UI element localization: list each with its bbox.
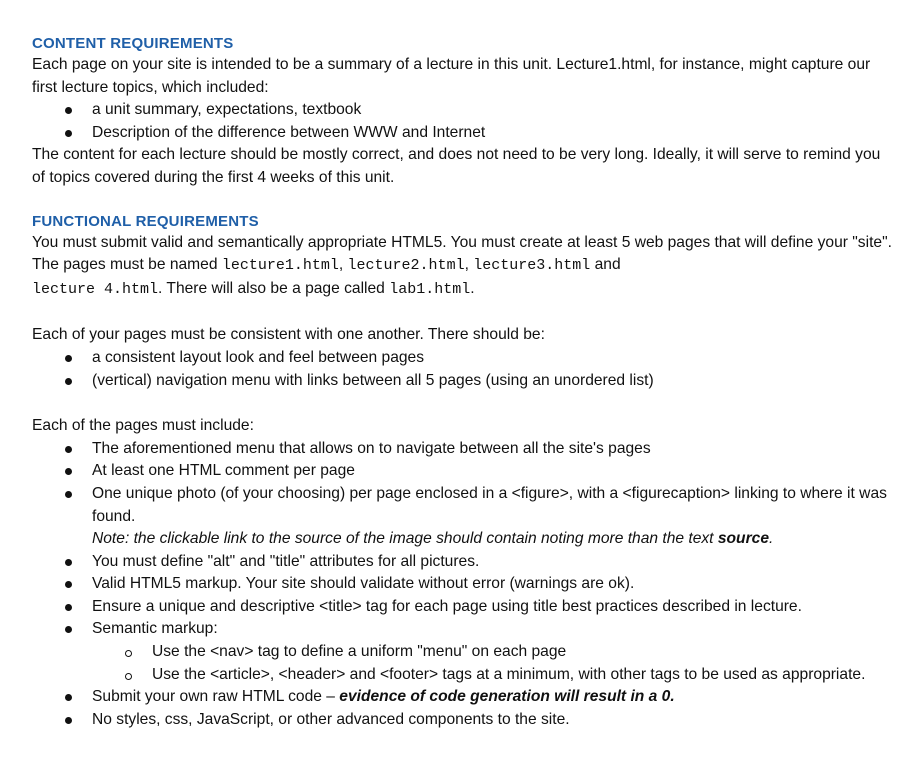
content-requirements-heading: CONTENT REQUIREMENTS xyxy=(32,35,234,52)
list-item: You must define "alt" and "title" attributes for all pictures. xyxy=(32,551,897,574)
content-paragraph-1: Each page on your site is intended to be a summary of a lecture in this unit. Lecture1.html, for instance, might capture our first lecture topics, which included: xyxy=(32,56,871,96)
filename: lecture2.html xyxy=(347,257,465,275)
list-item: One unique photo (of your choosing) per page enclosed in a <figure>, with a <figurecaption> linking to where it was found. xyxy=(32,483,897,528)
filename: lecture3.html xyxy=(473,257,591,275)
filename: lab1.html xyxy=(389,280,471,298)
list-item: Submit your own raw HTML code – evidence of code generation will result in a 0. xyxy=(32,686,897,709)
sub-list-item: Use the <nav> tag to define a uniform "menu" on each page xyxy=(32,641,897,664)
include-bullet-list xyxy=(32,438,897,732)
warning-emphasis: evidence of code generation will result in a 0. xyxy=(339,688,675,706)
list-item: Ensure a unique and descriptive <title> tag for each page using title best practices described in lecture. xyxy=(32,596,897,619)
functional-intro-paragraph: You must submit valid and semantically appropriate HTML5. You must create at least 5 web pages that will define your "site". The pages must be named lecture1.html, lecture2.html, lecture3.html and lecture 4.html. There will also be a page called lab1.html. xyxy=(32,233,892,298)
content-paragraph-2: The content for each lecture should be mostly correct, and does not need to be very long. Ideally, it will serve to remind you of topics covered during the first 4 weeks of this unit. xyxy=(32,146,881,186)
content-bullet-list xyxy=(32,99,897,144)
consistency-intro: Each of your pages must be consistent with one another. There should be: xyxy=(32,326,545,344)
list-item: Description of the difference between WWW and Internet xyxy=(32,122,897,145)
list-item: At least one HTML comment per page xyxy=(32,460,897,483)
list-item: a unit summary, expectations, textbook xyxy=(32,99,897,122)
list-item: Semantic markup: xyxy=(32,618,897,641)
include-intro: Each of the pages must include: xyxy=(32,417,254,435)
list-item: No styles, css, JavaScript, or other advanced components to the site. xyxy=(32,709,897,732)
list-item: (vertical) navigation menu with links between all 5 pages (using an unordered list) xyxy=(32,370,897,393)
list-item: a consistent layout look and feel between pages xyxy=(32,347,897,370)
list-item: Valid HTML5 markup. Your site should validate without error (warnings are ok). xyxy=(32,573,897,596)
consistency-bullet-list xyxy=(32,347,897,392)
functional-requirements-heading: FUNCTIONAL REQUIREMENTS xyxy=(32,212,259,230)
filename: lecture 4.html xyxy=(32,280,159,298)
list-item: The aforementioned menu that allows on to navigate between all the site's pages xyxy=(32,438,897,461)
sub-list-item: Use the <article>, <header> and <footer> tags at a minimum, with other tags to be used as appropriate. xyxy=(32,664,897,687)
filename: lecture1.html xyxy=(221,257,339,275)
image-source-note: Note: the clickable link to the source of the image should contain noting more than the text source. xyxy=(92,530,774,548)
